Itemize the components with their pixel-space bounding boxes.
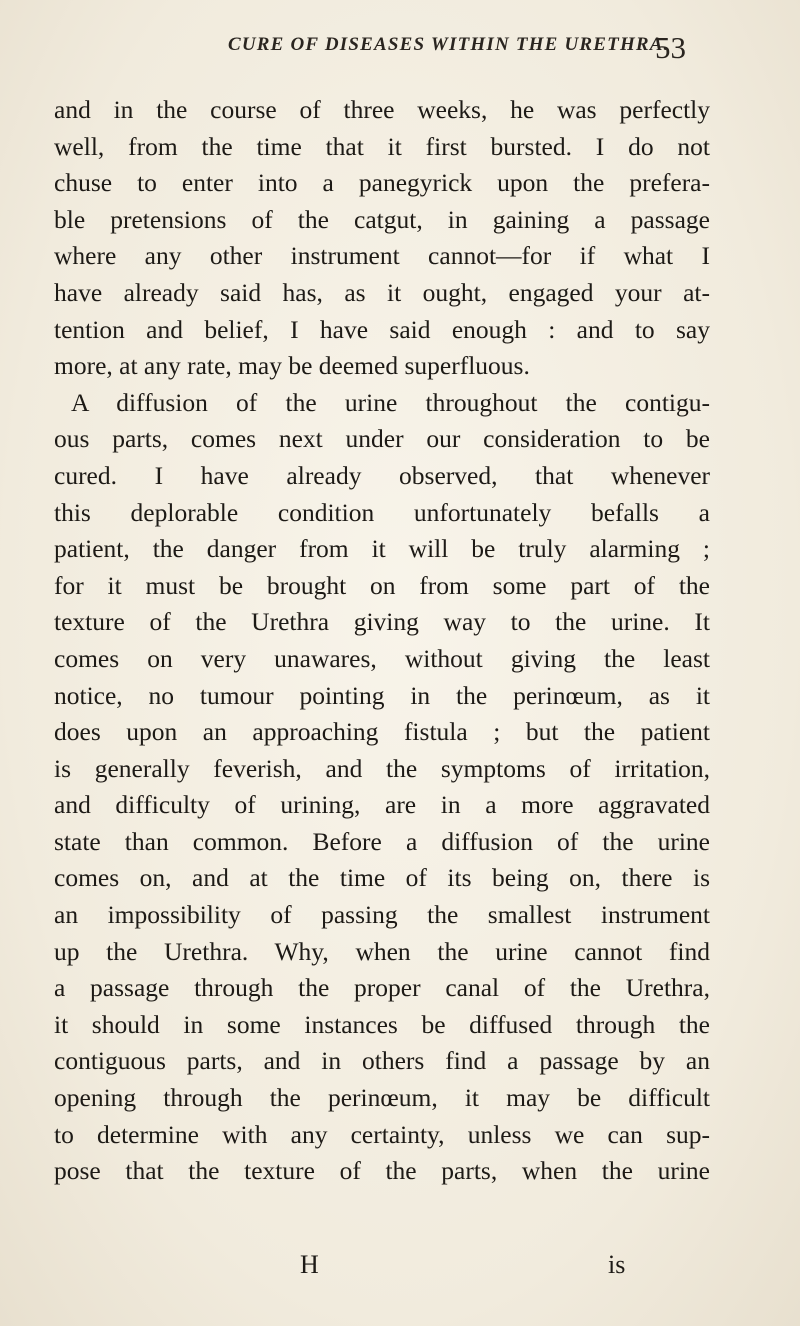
text-line: a passage through the proper canal of the Urethra, (54, 973, 710, 1003)
text-line: state than common. Before a diffusion of the urine (54, 826, 710, 856)
text-line: an impossibility of passing the smallest instrument (54, 900, 710, 930)
text-line: does upon an approaching fistula ; but the patient (54, 717, 710, 747)
catchword: is (608, 1250, 626, 1279)
text-line: contiguous parts, and in others find a passage by an (54, 1046, 710, 1076)
text-line: well, from the time that it first bursted. I do not (54, 131, 710, 161)
text-line: where any other instrument cannot—for if what I (54, 241, 710, 271)
running-title: CURE OF DISEASES WITHIN THE URETHRA. (228, 34, 670, 55)
text-line: comes on, and at the time of its being on, there is (54, 863, 710, 893)
page-header (228, 30, 688, 66)
text-line: texture of the Urethra giving way to the urine. It (54, 607, 710, 637)
text-line: up the Urethra. Why, when the urine cannot find (54, 936, 710, 966)
page-footer (0, 1250, 800, 1290)
text-line: A diffusion of the urine throughout the contigu- (71, 387, 710, 417)
text-line: pose that the texture of the parts, when the urine (54, 1156, 710, 1186)
text-line: ble pretensions of the catgut, in gaining a passage (54, 204, 710, 234)
text-line: opening through the perinœum, it may be difficult (54, 1083, 710, 1113)
text-line: it should in some instances be diffused through the (54, 1009, 710, 1039)
body-text (54, 92, 710, 1190)
text-line: have already said has, as it ought, engaged your at- (54, 277, 710, 307)
signature-mark: H (300, 1250, 319, 1279)
text-line: to determine with any certainty, unless we can sup- (54, 1119, 710, 1149)
text-line: this deplorable condition unfortunately befalls a (54, 497, 710, 527)
text-line: cured. I have already observed, that whenever (54, 460, 710, 490)
page-number: 53 (655, 30, 686, 65)
text-line: and difficulty of urining, are in a more aggravated (54, 790, 710, 820)
text-line: more, at any rate, may be deemed superfluous. (54, 351, 530, 381)
text-line: patient, the danger from it will be truly alarming ; (54, 534, 710, 564)
text-line: chuse to enter into a panegyrick upon the prefera- (54, 168, 710, 198)
text-line: is generally feverish, and the symptoms of irritation, (54, 753, 710, 783)
text-line: ous parts, comes next under our consideration to be (54, 424, 710, 454)
text-line: for it must be brought on from some part of the (54, 570, 710, 600)
text-line: and in the course of three weeks, he was perfectly (54, 95, 710, 124)
text-line: tention and belief, I have said enough : and to say (54, 314, 710, 344)
text-line: notice, no tumour pointing in the perinœum, as it (54, 680, 710, 710)
text-line: comes on very unawares, without giving the least (54, 643, 710, 673)
